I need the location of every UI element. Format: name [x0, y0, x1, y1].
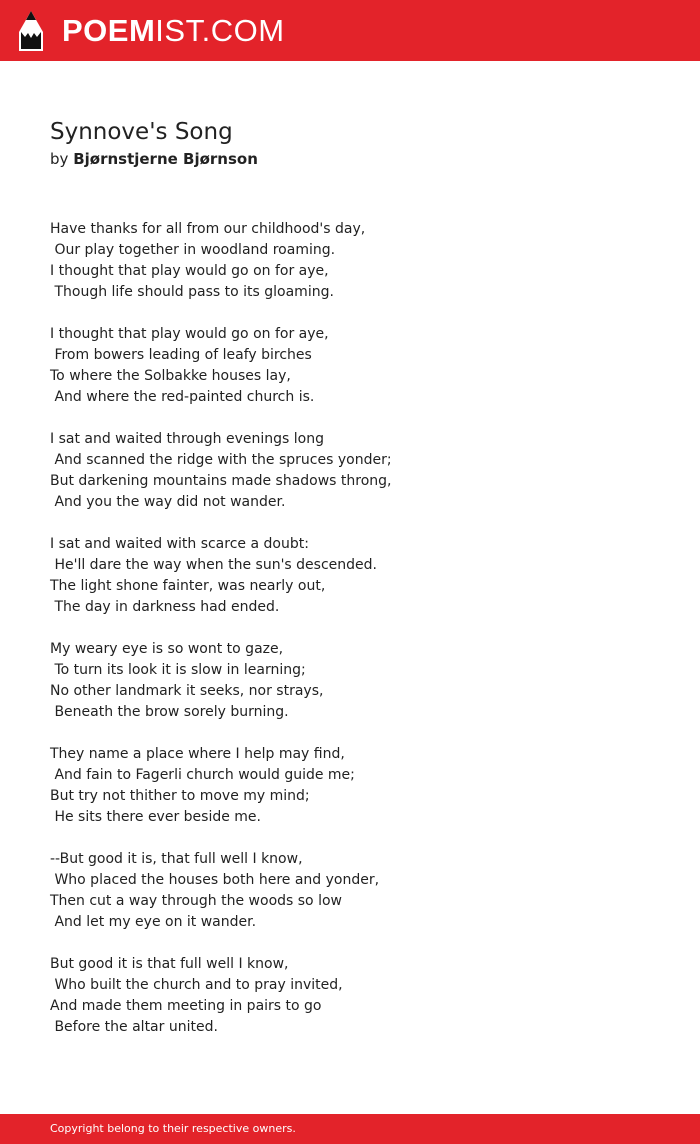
poem-line: He sits there ever beside me.: [50, 809, 261, 825]
poem-line: Have thanks for all from our childhood's day,: [50, 221, 366, 237]
poem-line: My weary eye is so wont to gaze,: [50, 641, 284, 657]
stanza: [50, 639, 650, 723]
poem-line: And made them meeting in pairs to go: [50, 998, 322, 1014]
poem-line: And you the way did not wander.: [50, 494, 286, 510]
poem-line: Then cut a way through the woods so low: [50, 893, 342, 909]
copyright-text: Copyright belong to their respective owners.: [50, 1122, 296, 1135]
stanza: [50, 534, 650, 618]
stanza: [50, 954, 650, 1038]
poem-line: --But good it is, that full well I know,: [50, 851, 303, 867]
poem-line: He'll dare the way when the sun's descended.: [50, 557, 377, 573]
author-link[interactable]: Bjørnstjerne Bjørnson: [73, 150, 258, 168]
poem-line: They name a place where I help may find,: [50, 746, 345, 762]
poem-line: But darkening mountains made shadows throng,: [50, 473, 392, 489]
stanza: [50, 429, 650, 513]
stanza: [50, 849, 650, 933]
poem-line: Though life should pass to its gloaming.: [50, 284, 334, 300]
poem-body: [50, 219, 650, 1059]
poem-title: Synnove's Song: [50, 119, 233, 145]
poem-line: Beneath the brow sorely burning.: [50, 704, 289, 720]
poem-line: And let my eye on it wander.: [50, 914, 257, 930]
poem-line: And fain to Fagerli church would guide me;: [50, 767, 355, 783]
poem-line: Who placed the houses both here and yonder,: [50, 872, 380, 888]
logo-text-bold: POEM: [62, 13, 156, 48]
poem-line: From bowers leading of leafy birches: [50, 347, 312, 363]
site-footer: [0, 1114, 700, 1144]
stanza: [50, 219, 650, 303]
poem-line: Before the altar united.: [50, 1019, 218, 1035]
poem-line: The light shone fainter, was nearly out,: [50, 578, 326, 594]
poem-line: I thought that play would go on for aye,: [50, 326, 329, 342]
poem-line: No other landmark it seeks, nor strays,: [50, 683, 324, 699]
poem-line: Who built the church and to pray invited,: [50, 977, 343, 993]
poem-line: I sat and waited through evenings long: [50, 431, 324, 447]
poem-line: I sat and waited with scarce a doubt:: [50, 536, 309, 552]
stanza: [50, 744, 650, 828]
stanza: [50, 324, 650, 408]
poem-line: The day in darkness had ended.: [50, 599, 280, 615]
poem-line: To turn its look it is slow in learning;: [50, 662, 306, 678]
poem-line: I thought that play would go on for aye,: [50, 263, 329, 279]
site-logo-link[interactable]: [62, 11, 285, 51]
by-label: by: [50, 150, 69, 168]
poem-line: But try not thither to move my mind;: [50, 788, 310, 804]
poem-line: And where the red-painted church is.: [50, 389, 315, 405]
site-header: [0, 0, 700, 61]
pencil-tip-icon[interactable]: [18, 10, 44, 52]
poem-line: To where the Solbakke houses lay,: [50, 368, 291, 384]
poem-line: Our play together in woodland roaming.: [50, 242, 336, 258]
byline: [50, 149, 258, 169]
logo-text-thin: IST.COM: [155, 13, 285, 48]
poem-line: But good it is that full well I know,: [50, 956, 289, 972]
poem-line: And scanned the ridge with the spruces yonder;: [50, 452, 392, 468]
